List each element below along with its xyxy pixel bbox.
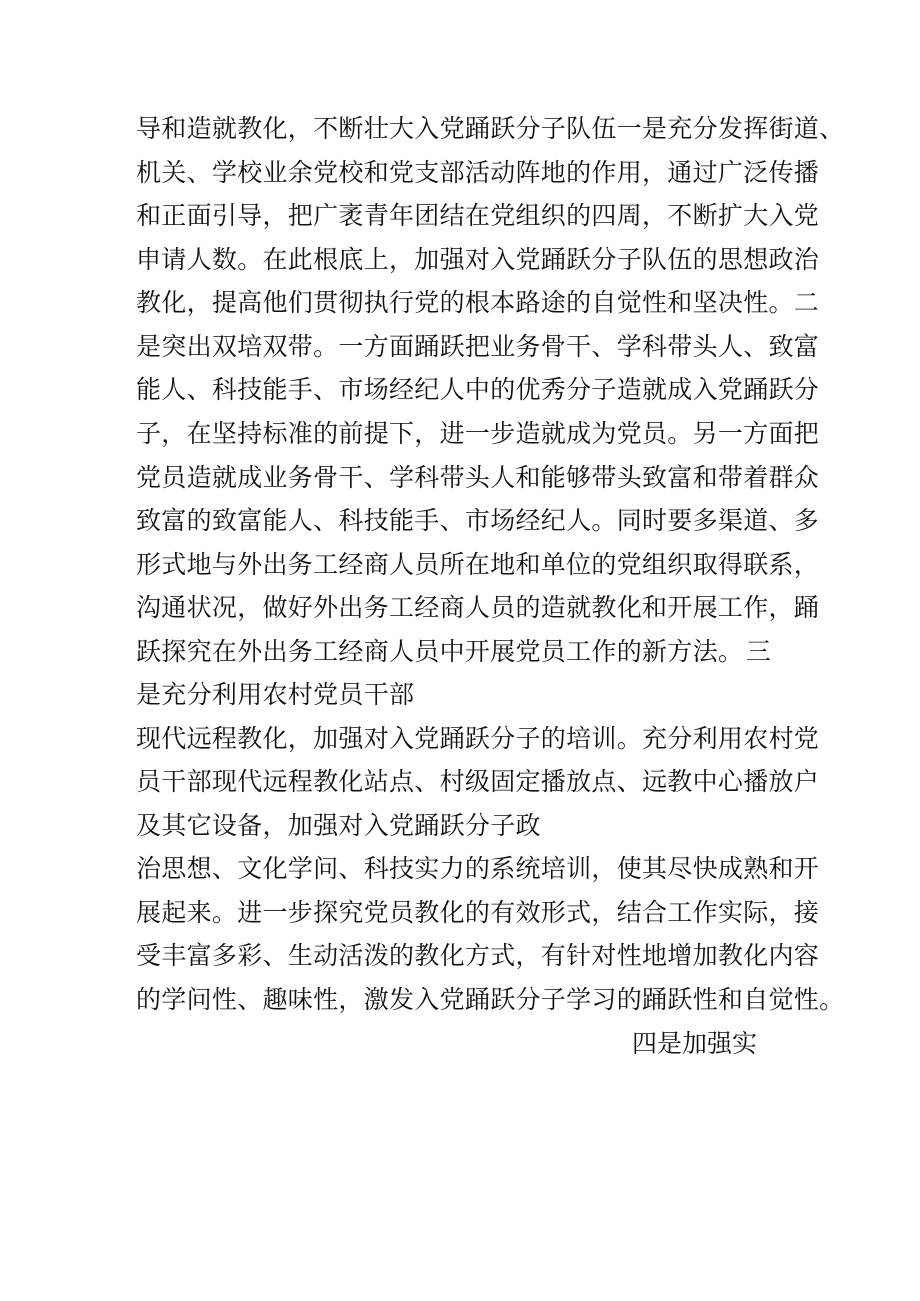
text-line: 员干部现代远程教化站点、村级固定播放点、远教中心播放户 bbox=[136, 767, 820, 796]
text-line: 教化，提高他们贯彻执行党的根本路途的自觉性和坚决性。二 bbox=[136, 288, 820, 317]
text-line: 导和造就教化，不断壮大入党踊跃分子队伍一是充分发挥街道、 bbox=[136, 114, 845, 143]
text-line: 是充分利用农村党员干部 bbox=[136, 680, 415, 709]
text-line: 能人、科技能手、市场经纪人中的优秀分子造就成入党踊跃分 bbox=[136, 375, 820, 404]
text-line: 的学问性、趣味性，激发入党踊跃分子学习的踊跃性和自觉性。 bbox=[136, 985, 845, 1014]
text-line: 形式地与外出务工经商人员所在地和单位的党组织取得联系， bbox=[136, 550, 820, 579]
text-line: 受丰富多彩、生动活泼的教化方式，有针对性地增加教化内容 bbox=[136, 941, 820, 970]
text-line: 展起来。进一步探究党员教化的有效形式，结合工作实际，接 bbox=[136, 898, 820, 927]
text-line: 和正面引导，把广袤青年团结在党组织的四周，不断扩大入党 bbox=[136, 201, 820, 230]
text-line: 子，在坚持标准的前提下，进一步造就成为党员。另一方面把 bbox=[136, 419, 820, 448]
text-line: 沟通状况，做好外出务工经商人员的造就教化和开展工作，踊 bbox=[136, 593, 820, 622]
text-line: 四是加强实 bbox=[632, 1029, 758, 1058]
text-line: 是突出双培双带。一方面踊跃把业务骨干、学科带头人、致富 bbox=[136, 332, 820, 361]
text-line: 治思想、文化学问、科技实力的系统培训，使其尽快成熟和开 bbox=[136, 854, 820, 883]
text-line: 现代远程教化，加强对入党踊跃分子的培训。充分利用农村党 bbox=[136, 724, 820, 753]
text-line: 党员造就成业务骨干、学科带头人和能够带头致富和带着群众 bbox=[136, 463, 820, 492]
text-line: 跃探究在外出务工经商人员中开展党员工作的新方法。 bbox=[136, 637, 744, 666]
text-line: 申请人数。在此根底上，加强对入党踊跃分子队伍的思想政治 bbox=[136, 245, 820, 274]
text-line: 及其它设备，加强对入党踊跃分子政 bbox=[136, 811, 541, 840]
text-line: 致富的致富能人、科技能手、市场经纪人。同时要多渠道、多 bbox=[136, 506, 820, 535]
text-line: 机关、学校业余党校和党支部活动阵地的作用，通过广泛传播 bbox=[136, 158, 820, 187]
text-line-tail: 三 bbox=[746, 637, 772, 666]
